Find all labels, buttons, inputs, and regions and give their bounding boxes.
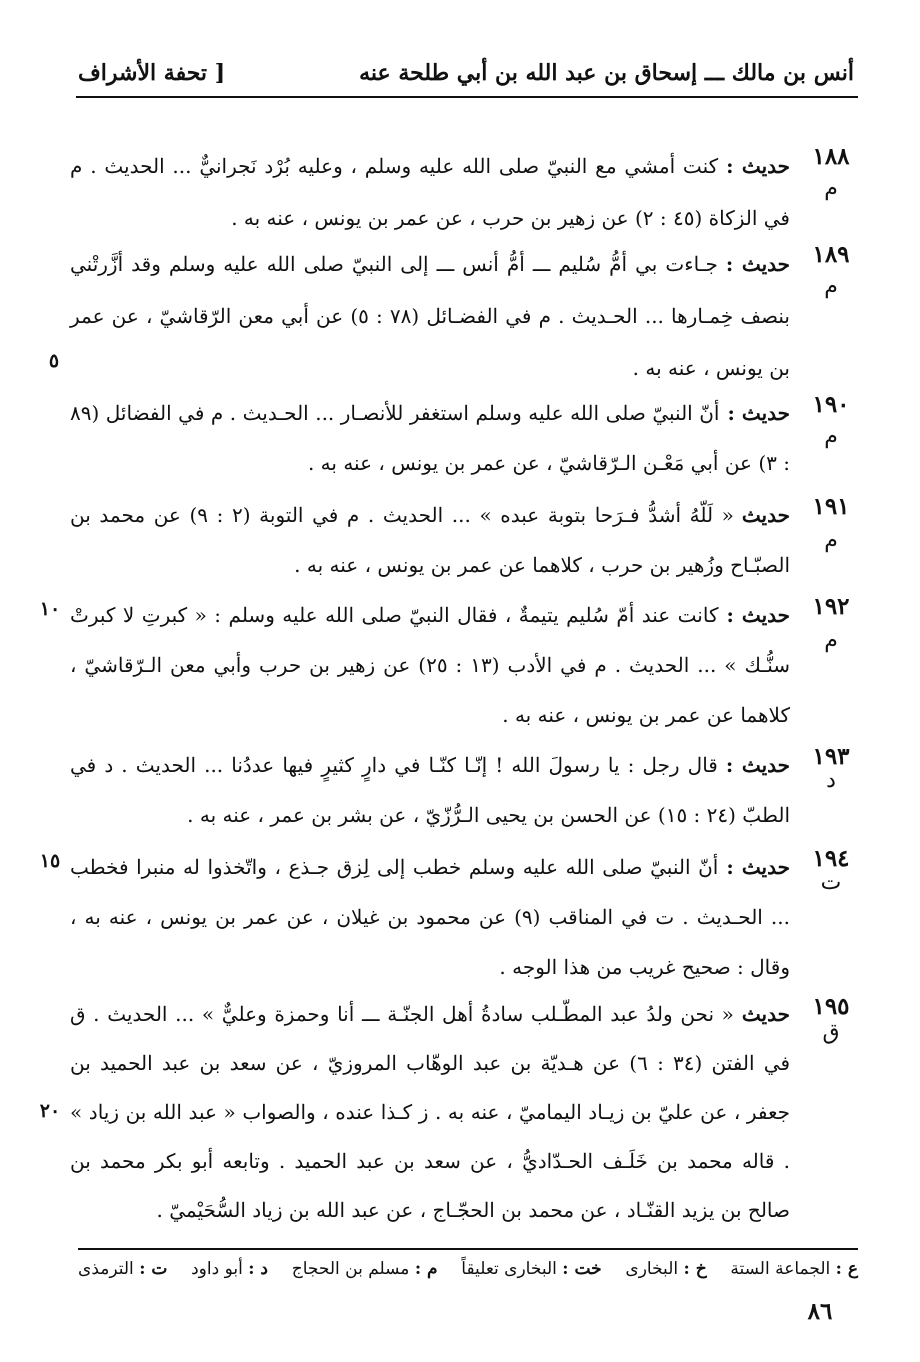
abbreviation-key	[78, 1252, 858, 1286]
entry-number: ١٨٩	[812, 241, 850, 268]
margin-line-number: ١٥	[39, 850, 61, 872]
header-book-title: [ تحفة الأشراف	[78, 60, 226, 86]
abbrev-key: ت :	[139, 1259, 168, 1279]
margin-line-number: ١٠	[39, 598, 61, 620]
source-siglum: م	[824, 528, 838, 553]
abbrev-value: البخارى	[625, 1259, 679, 1279]
abbrev-item	[78, 1259, 167, 1279]
abbrev-item	[292, 1259, 438, 1279]
hadith-text: أنّ النبيّ صلى الله عليه وسلم استغفر للأنصـار ... الحـديث . م في الفضائل (٨٩ : ٣) عن أبي مَعْـن الـرّقاشيّ ، عن عمر بن يونس ، عنه به .	[70, 401, 790, 475]
entry-number: ١٩٤	[812, 845, 850, 872]
abbrev-key: د :	[248, 1259, 268, 1279]
hadith-text: أنّ النبيّ صلى الله عليه وسلم خطب إلى لِزق جـذع ، واتّخذوا له منبرا فخطب ... الحـديث . ت في المناقب (٩) عن محمود بن غيلان ، عن عمر بن يونس ، عنه به ، وقال : صحيح غريب من هذا الوجه .	[70, 855, 790, 979]
entry-number: ١٩٢	[812, 593, 850, 620]
hadith-label: حديث :	[725, 753, 790, 777]
hadith-entry-190	[70, 388, 860, 488]
abbrev-item	[461, 1259, 601, 1279]
abbrev-key: خ :	[683, 1259, 707, 1279]
running-header	[78, 56, 854, 90]
hadith-label: حديث	[741, 503, 790, 527]
hadith-entry-192	[70, 590, 860, 740]
abbrev-key: م :	[414, 1259, 438, 1279]
source-siglum: م	[824, 628, 838, 653]
hadith-label: حديث :	[726, 603, 790, 627]
header-rule	[76, 96, 858, 98]
hadith-text: « لَلّهُ أشدُّ فـرَحا بتوبة عبده » ... الحديث . م في التوبة (٢ : ٩) عن محمد بن الصبّـاح وزُهير بن حرب ، كلاهما عن عمر بن يونس ، عنه به .	[70, 503, 790, 577]
abbrev-value: الجماعة الستة	[730, 1259, 831, 1279]
abbrev-item	[730, 1259, 858, 1279]
entry-number: ١٩٠	[812, 391, 850, 418]
abbrev-value: أبو داود	[191, 1259, 243, 1279]
hadith-label: حديث	[741, 1002, 790, 1026]
abbrev-value: الترمذى	[78, 1259, 134, 1279]
source-siglum: ت	[820, 870, 842, 895]
hadith-entry-193	[70, 740, 860, 840]
hadith-entry-191	[70, 490, 860, 590]
entry-number: ١٨٨	[812, 143, 850, 170]
entry-text	[70, 842, 790, 992]
hadith-text: كنت أمشي مع النبيّ صلى الله عليه وسلم ، وعليه بُرْد نَجرانيٌّ ... الحديث . م في الزكاة (٤٥ : ٢) عن زهير بن حرب ، عن عمر بن يونس ، عنه به .	[70, 154, 790, 230]
hadith-entry-189	[70, 238, 860, 394]
entry-text	[70, 590, 790, 740]
hadith-label: حديث :	[726, 855, 790, 879]
abbrev-value: البخارى تعليقاً	[461, 1259, 557, 1279]
source-siglum: م	[824, 176, 838, 201]
hadith-text: جـاءت بي أمُّ سُليم ـــ أمُّ أنس ـــ إلى النبيّ صلى الله عليه وسلم وقد أزَّرتْني بنصف خِمـارها ... الحـديث . م في الفضـائل (٧٨ : ٥) عن أبي معن الرّقاشيّ ، عن عمر بن يونس ، عنه به .	[70, 252, 790, 380]
abbrev-item	[625, 1259, 706, 1279]
hadith-label: حديث :	[726, 154, 790, 178]
entry-text	[70, 388, 790, 488]
entry-number: ١٩٥	[812, 993, 850, 1020]
abbrev-key: خت :	[562, 1259, 602, 1279]
abbrev-item	[191, 1259, 268, 1279]
header-chapter-title: أنس بن مالك ـــ إسحاق بن عبد الله بن أبي طلحة عنه	[359, 60, 854, 86]
hadith-entry-188	[70, 140, 860, 244]
margin-line-number: ٢٠	[39, 1100, 61, 1122]
source-siglum: ق	[822, 1020, 840, 1045]
entry-number: ١٩٣	[812, 743, 850, 770]
footer-rule	[78, 1248, 858, 1250]
margin-line-number: ٥	[48, 350, 60, 372]
hadith-entry-194	[70, 842, 860, 992]
entry-text	[70, 740, 790, 840]
abbrev-value: مسلم بن الحجاج	[291, 1259, 410, 1279]
source-siglum: م	[824, 274, 838, 299]
abbrev-key: ع :	[835, 1259, 858, 1279]
hadith-text: قال رجل : يا رسولَ الله ! إنّـا كنّـا في دارٍ كثيرٍ فيها عددُنا ... الحديث . د في الطبّ (٢٤ : ١٥) عن الحسن بن يحيى الـرُّزّيّ ، عن بشر بن عمر ، عنه به .	[70, 753, 790, 827]
source-siglum: م	[824, 424, 838, 449]
hadith-entry-195	[70, 990, 860, 1235]
hadith-text: « نحن ولدُ عبد المطّـلب سادةُ أهل الجنّـة ـــ أنا وحمزة وعليٌّ » ... الحديث . ق في الفتن (٣٤ : ٦) عن هـديّة بن عبد الوهّاب المروزيّ ، عن سعد بن عبد الحميد بن جعفر ، عن عليّ بن زيـاد اليماميّ ، عنه به . ز كـذا عنده ، والصواب « عبد الله بن زياد » . قاله محمد بن خَلَـف الحـدّاديُّ ، عن سعد بن عبد الحميد . وتابعه أبو بكر محمد بن صالح بن يزيد القنّـاد ، عن محمد بن الحجّـاج ، عن عبد الله بن زياد السُّحَيْميّ .	[70, 1002, 791, 1222]
entry-text	[70, 238, 790, 394]
hadith-text: كانت عند أمّ سُليم يتيمةٌ ، فقال النبيّ صلى الله عليه وسلم : « كبرتِ لا كبرتْ سنُّـك » ... الحديث . م في الأدب (١٣ : ٢٥) عن زهير بن حرب وأبي معن الـرّقاشيّ ، كلاهما عن عمر بن يونس ، عنه به .	[70, 603, 790, 727]
entry-text	[70, 490, 790, 590]
entry-text	[70, 140, 790, 244]
source-siglum: د	[826, 768, 836, 793]
entry-number: ١٩١	[812, 493, 850, 520]
page-number: ٨٦	[807, 1298, 833, 1325]
hadith-label: حديث :	[727, 401, 790, 425]
hadith-label: حديث :	[725, 252, 790, 276]
entry-text	[70, 990, 790, 1235]
